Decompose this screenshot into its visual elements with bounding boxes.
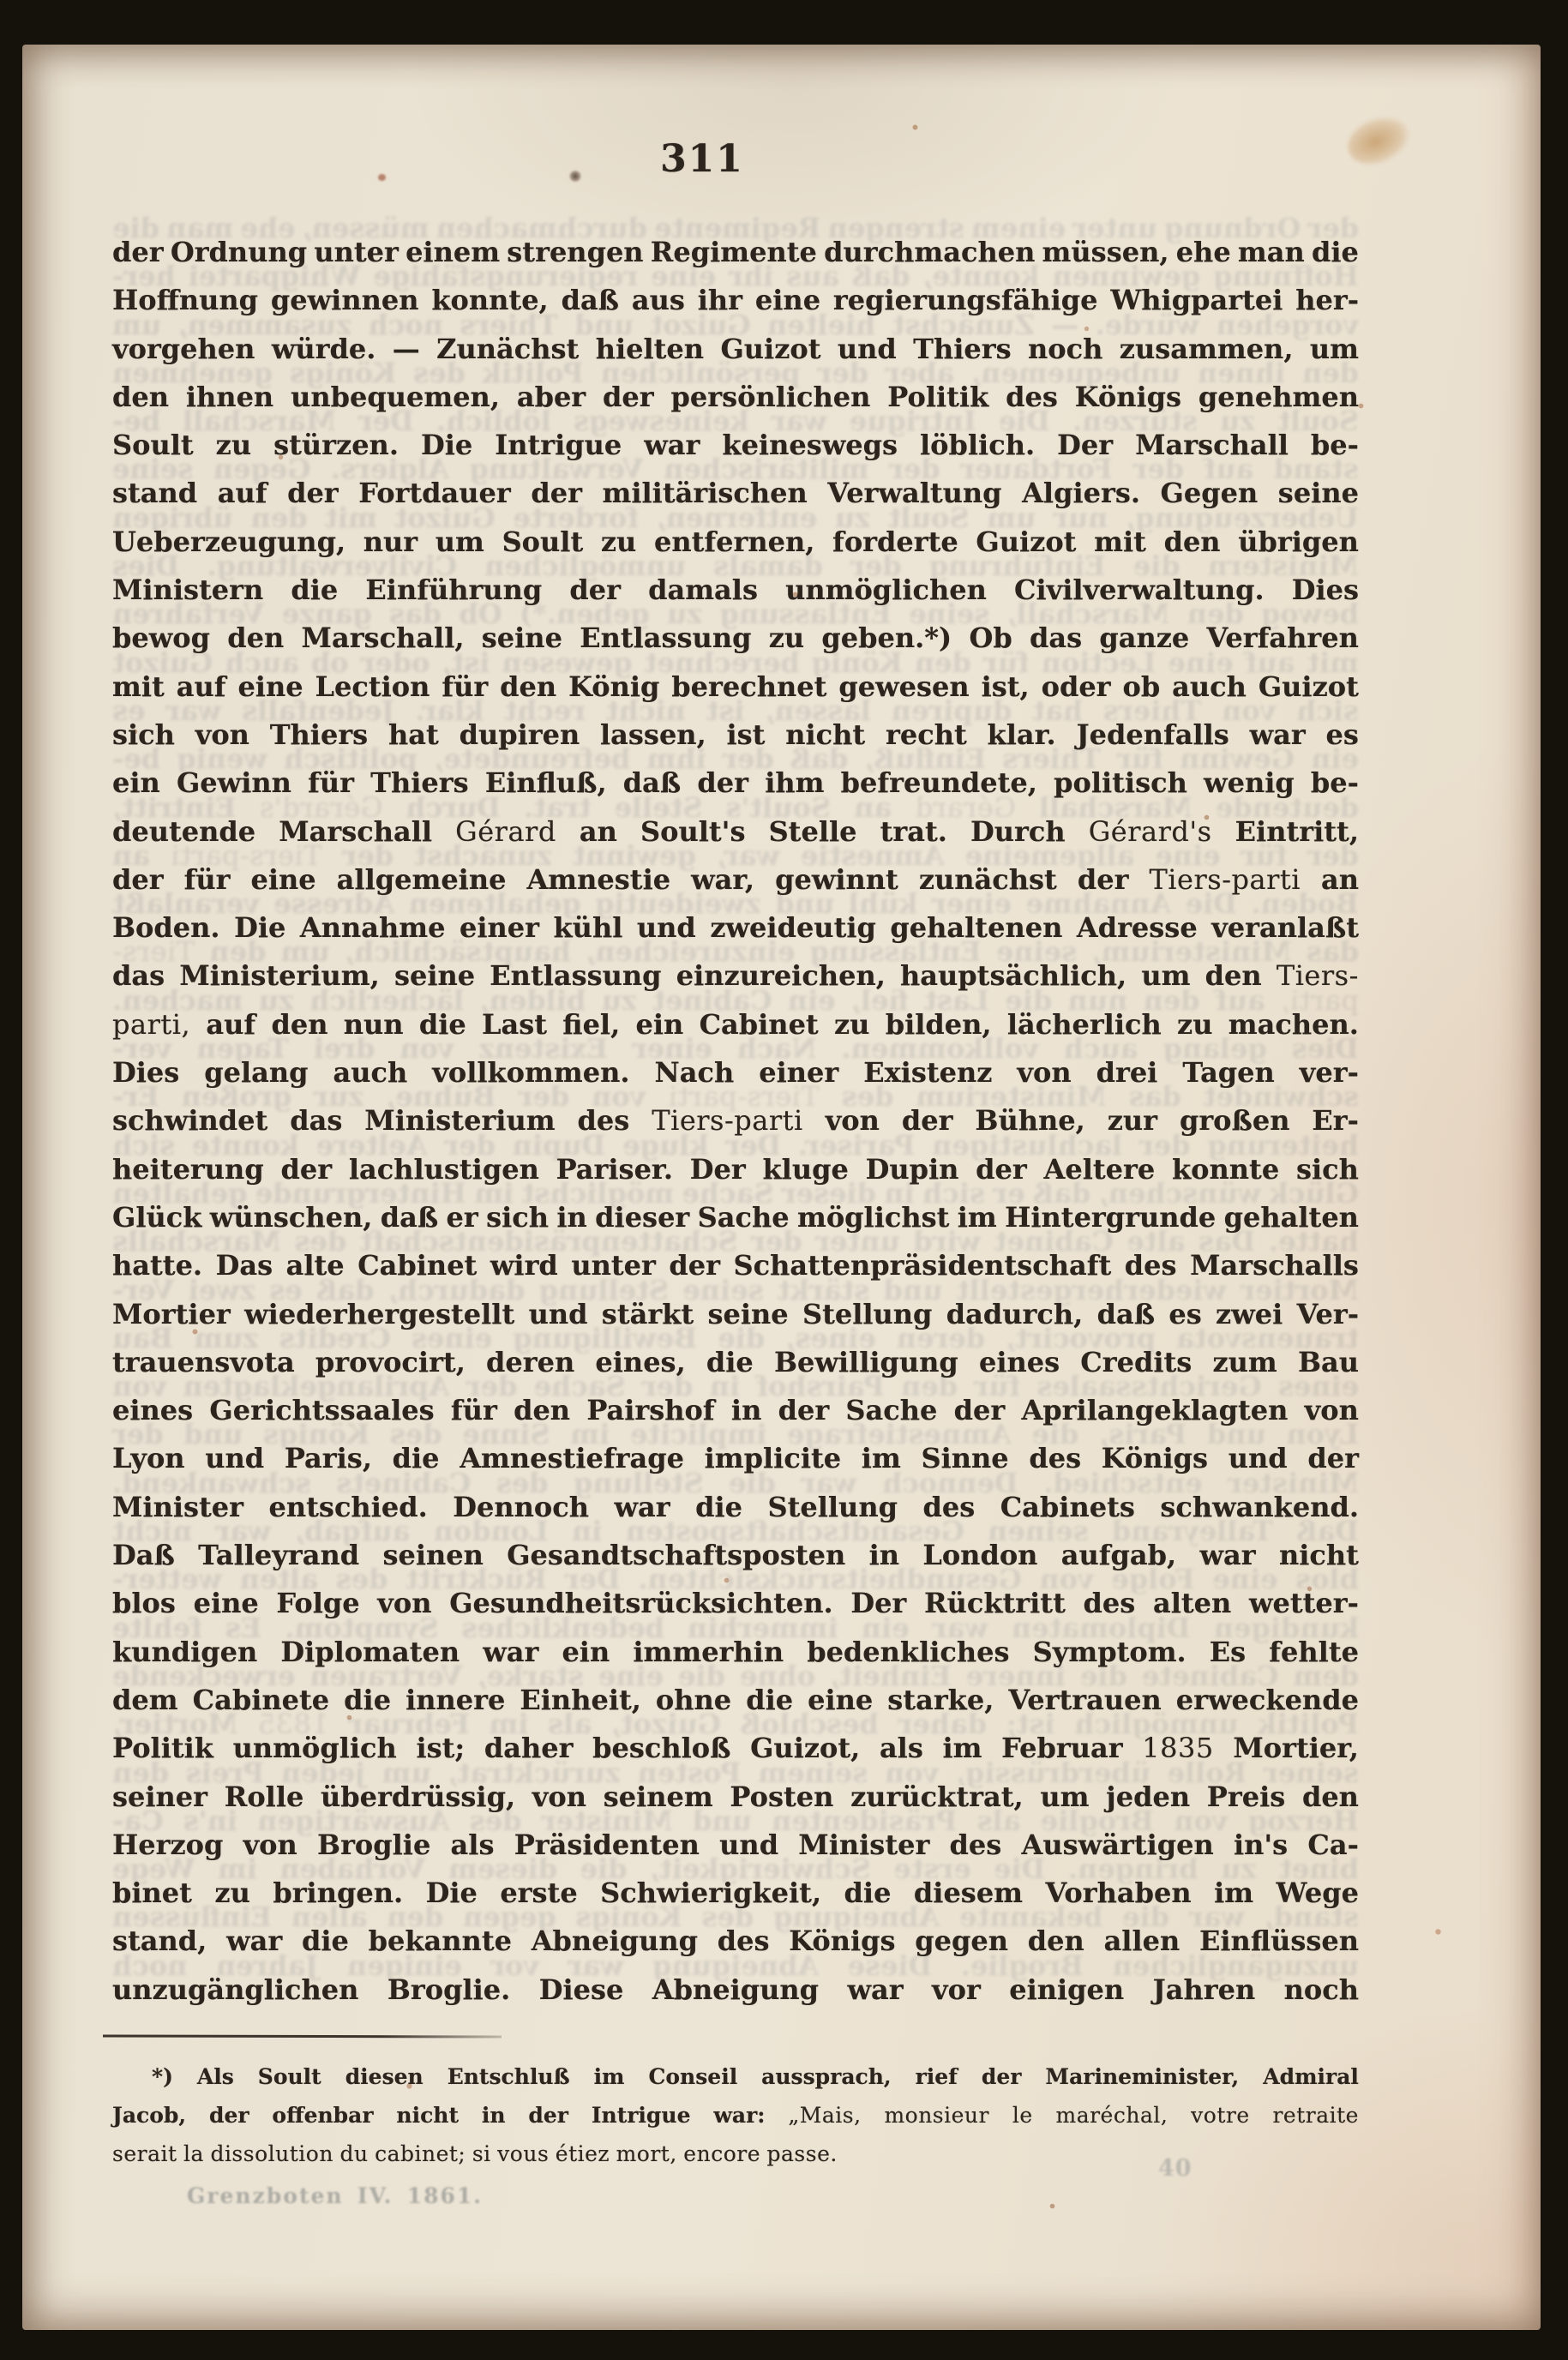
body-line: kundigen Diplomaten war ein immerhin bedenkliches Symptom. Es fehlte (112, 1611, 1359, 1644)
body-line: schwindet das Ministerium des Tiers-parti von der Bühne, zur großen Er- (112, 1104, 1359, 1138)
body-line: Mortier wiederhergestellt und stärkt seine Stellung dadurch, daß es zwei Ver- (112, 1273, 1359, 1306)
body-line: der für eine allgemeine Amnestie war, gewinnt zunächst der Tiers-parti an (112, 862, 1359, 896)
body-line: Glück wünschen, daß er sich in dieser Sache möglichst im Hintergrunde gehalten (112, 1200, 1359, 1234)
ink-spot (569, 171, 581, 182)
body-line: parti, auf den nun die Last fiel, ein Cabinet zu bilden, lächerlich zu machen. (112, 983, 1359, 1017)
body-line: mit auf eine Lection für den König berechnet gewesen ist, oder ob auch Guizot (112, 646, 1359, 679)
body-line: Ueberzeugung, nur um Soult zu entfernen, forderte Guizot mit den übrigen (112, 501, 1359, 534)
footnote-line: serait la dissolution du cabinet; si vous étiez mort, encore passe. (112, 2141, 838, 2166)
body-line: Mortier wiederhergestellt und stärkt seine Stellung dadurch, daß es zwei Ver- (112, 1297, 1359, 1330)
body-line: den ihnen unbequemen, aber der persönlichen Politik des Königs genehmen (112, 356, 1359, 389)
body-line: Dies gelang auch vollkommen. Nach einer Existenz von drei Tagen ver- (112, 1056, 1359, 1090)
body-line: der Ordnung unter einem strengen Regimente durchmachen müssen, ehe man die (112, 236, 1359, 268)
body-line: hatte. Das alte Cabinet wird unter der Schattenpräsidentschaft des Marschalls (112, 1249, 1359, 1282)
body-line: eines Gerichtssaales für den Pairshof in der Sache der Aprilangeklagten von (112, 1394, 1359, 1427)
body-line: Boden. Die Annahme einer kühl und zweideutig gehaltenen Adresse veranlaßt (112, 911, 1359, 945)
body-line: Politik unmöglich ist; daher beschloß Guizot, als im Februar 1835 Mortier, (112, 1732, 1359, 1765)
body-line: blos eine Folge von Gesundheitsrücksichten. Der Rücktritt des alten wetter- (112, 1587, 1359, 1620)
paper-specks (22, 45, 25, 47)
body-line: vorgehen würde. — Zunächst hielten Guizot und Thiers noch zusammen, um (112, 308, 1359, 341)
body-line: hatte. Das alte Cabinet wird unter der Schattenpräsidentschaft des Marschalls (112, 1225, 1359, 1258)
footnote-line: *) Als Soult diesen Entschluß im Conseil aussprach, rief der Marineminister, Admiral (152, 2064, 1359, 2089)
body-line: heiterung der lachlustigen Pariser. Der kluge Dupin der Aeltere konnte sich (112, 1128, 1359, 1162)
body-line: Hoffnung gewinnen konnte, daß aus ihr eine regierungsfähige Whigpartei her- (112, 260, 1359, 293)
body-line: den ihnen unbequemen, aber der persönlichen Politik des Königs genehmen (112, 380, 1359, 413)
body-line: Dies gelang auch vollkommen. Nach einer Existenz von drei Tagen ver- (112, 1032, 1359, 1066)
body-line: schwindet das Ministerium des Tiers-parti von der Bühne, zur großen Er- (112, 1080, 1359, 1114)
body-line: Hoffnung gewinnen konnte, daß aus ihr eine regierungsfähige Whigpartei her- (112, 284, 1359, 317)
body-line: sich von Thiers hat dupiren lassen, ist nicht recht klar. Jedenfalls war es (112, 694, 1359, 727)
footnote-rule (103, 2035, 502, 2039)
body-line: Lyon und Paris, die Amnestiefrage implicite im Sinne des Königs und der (112, 1418, 1359, 1451)
footnote-line: Jacob, der offenbar nicht in der Intrigue war: „Mais, monsieur le maréchal, votre retraite (112, 2103, 1359, 2128)
body-line: seiner Rolle überdrüssig, von seinem Posten zurücktrat, um jeden Preis den (112, 1756, 1359, 1789)
body-line: stand, war die bekannte Abneigung des Königs gegen den allen Einflüssen (112, 1925, 1359, 1958)
body-line: bewog den Marschall, seine Entlassung zu geben.*) Ob das ganze Verfahren (112, 622, 1359, 655)
body-line: binet zu bringen. Die erste Schwierigkeit, die diesem Vorhaben im Wege (112, 1853, 1359, 1886)
body-line: vorgehen würde. — Zunächst hielten Guizot und Thiers noch zusammen, um (112, 332, 1359, 365)
body-line: stand, war die bekannte Abneigung des Königs gegen den allen Einflüssen (112, 1901, 1359, 1934)
body-line: deutende Marschall Gérard an Soult's Stelle trat. Durch Gérard's Eintritt, (112, 790, 1359, 824)
sheet-mark: 40 (1158, 2155, 1193, 2182)
body-line: Daß Talleyrand seinen Gesandtschaftsposten in London aufgab, war nicht (112, 1539, 1359, 1572)
body-line: Ueberzeugung, nur um Soult zu entfernen, forderte Guizot mit den übrigen (112, 525, 1359, 558)
body-line: Ministern die Einführung der damals unmöglichen Civilverwaltung. Dies (112, 573, 1359, 607)
body-line: parti, auf den nun die Last fiel, ein Cabinet zu bilden, lächerlich zu machen. (112, 1007, 1359, 1041)
body-line: Minister entschied. Dennoch war die Stellung des Cabinets schwankend. (112, 1490, 1359, 1523)
body-line: trauensvota provocirt, deren eines, die Bewilligung eines Credits zum Bau (112, 1321, 1359, 1354)
body-line: der Ordnung unter einem strengen Regimente durchmachen müssen, ehe man die (112, 212, 1359, 244)
body-line: das Ministerium, seine Entlassung einzureichen, hauptsächlich, um den Tiers- (112, 935, 1359, 969)
body-line: Boden. Die Annahme einer kühl und zweideutig gehaltenen Adresse veranlaßt (112, 887, 1359, 921)
book-page (22, 45, 1541, 2330)
body-line: Herzog von Broglie als Präsidenten und Minister des Auswärtigen in's Ca- (112, 1828, 1359, 1861)
page-number: 311 (660, 137, 744, 181)
body-line: ein Gewinn für Thiers Einfluß, daß der ihm befreundete, politisch wenig be- (112, 766, 1359, 800)
body-line: Lyon und Paris, die Amnestiefrage implicite im Sinne des Königs und der (112, 1442, 1359, 1475)
body-line: dem Cabinete die innere Einheit, ohne die eine starke, Vertrauen erweckende (112, 1659, 1359, 1692)
body-line: unzugänglichen Broglie. Diese Abneigung war vor einigen Jahren noch (112, 1973, 1359, 2006)
body-line: Daß Talleyrand seinen Gesandtschaftsposten in London aufgab, war nicht (112, 1515, 1359, 1548)
body-line: das Ministerium, seine Entlassung einzureichen, hauptsächlich, um den Tiers- (112, 959, 1359, 993)
body-line: sich von Thiers hat dupiren lassen, ist nicht recht klar. Jedenfalls war es (112, 718, 1359, 751)
body-line: Soult zu stürzen. Die Intrigue war keineswegs löblich. Der Marschall be- (112, 429, 1359, 462)
printer-signature: Grenzboten IV. 1861. (187, 2183, 483, 2208)
body-line: ein Gewinn für Thiers Einfluß, daß der ihm befreundete, politisch wenig be- (112, 742, 1359, 776)
paper-stain (1341, 108, 1416, 173)
body-line: Soult zu stürzen. Die Intrigue war keineswegs löblich. Der Marschall be- (112, 405, 1359, 438)
body-line: heiterung der lachlustigen Pariser. Der kluge Dupin der Aeltere konnte sich (112, 1152, 1359, 1186)
body-line: eines Gerichtssaales für den Pairshof in der Sache der Aprilangeklagten von (112, 1370, 1359, 1403)
body-line: trauensvota provocirt, deren eines, die Bewilligung eines Credits zum Bau (112, 1345, 1359, 1378)
body-line: kundigen Diplomaten war ein immerhin bedenkliches Symptom. Es fehlte (112, 1635, 1359, 1668)
foxing-spot (378, 174, 386, 181)
body-line: unzugänglichen Broglie. Diese Abneigung war vor einigen Jahren noch (112, 1949, 1359, 1982)
body-line: Ministern die Einführung der damals unmöglichen Civilverwaltung. Dies (112, 549, 1359, 583)
body-line: dem Cabinete die innere Einheit, ohne die eine starke, Vertrauen erweckende (112, 1683, 1359, 1716)
body-line: der für eine allgemeine Amnestie war, gewinnt zunächst der Tiers-parti an (112, 838, 1359, 872)
body-line: mit auf eine Lection für den König berechnet gewesen ist, oder ob auch Guizot (112, 670, 1359, 703)
body-line: stand auf der Fortdauer der militärischen Verwaltung Algiers. Gegen seine (112, 477, 1359, 510)
body-line: deutende Marschall Gérard an Soult's Stelle trat. Durch Gérard's Eintritt, (112, 814, 1359, 848)
body-line: stand auf der Fortdauer der militärischen Verwaltung Algiers. Gegen seine (112, 453, 1359, 486)
body-line: binet zu bringen. Die erste Schwierigkeit, die diesem Vorhaben im Wege (112, 1877, 1359, 1910)
body-line: Minister entschied. Dennoch war die Stellung des Cabinets schwankend. (112, 1466, 1359, 1499)
body-line: Herzog von Broglie als Präsidenten und Minister des Auswärtigen in's Ca- (112, 1804, 1359, 1837)
body-line: Glück wünschen, daß er sich in dieser Sache möglichst im Hintergrunde gehalten (112, 1176, 1359, 1210)
body-line: bewog den Marschall, seine Entlassung zu geben.*) Ob das ganze Verfahren (112, 598, 1359, 631)
body-line: Politik unmöglich ist; daher beschloß Guizot, als im Februar 1835 Mortier, (112, 1708, 1359, 1741)
body-text (112, 228, 1359, 2014)
body-line: blos eine Folge von Gesundheitsrücksichten. Der Rücktritt des alten wetter- (112, 1563, 1359, 1596)
body-line: seiner Rolle überdrüssig, von seinem Posten zurücktrat, um jeden Preis den (112, 1780, 1359, 1813)
